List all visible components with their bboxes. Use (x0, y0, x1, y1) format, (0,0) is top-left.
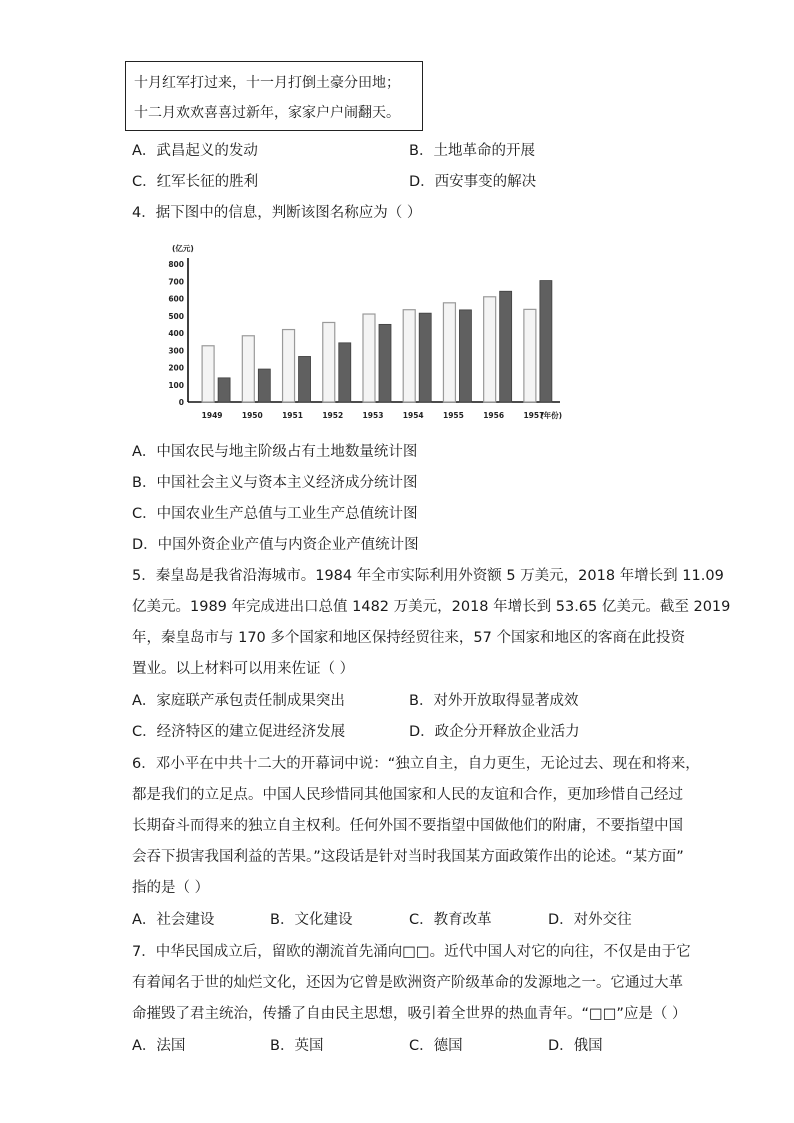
y-tick-label: 800 (168, 260, 184, 269)
x-tick-label: 1953 (362, 411, 384, 420)
y-tick-label: 0 (178, 398, 184, 407)
bar-dark (258, 369, 270, 402)
bar-dark (500, 291, 512, 402)
q6-line-3: 长期奋斗而得来的独立自主权利。任何外国不要指望中国做他们的附庸，不要指望中国 (132, 818, 683, 834)
x-tick-label: 1954 (402, 411, 424, 420)
q5-option-a[interactable]: A．家庭联产承包责任制成果突出 (132, 693, 345, 709)
bar-light (242, 336, 254, 402)
q7-option-b[interactable]: B．英国 (270, 1038, 324, 1054)
q7-option-d[interactable]: D．俄国 (548, 1038, 603, 1054)
q6-option-c[interactable]: C．教育改革 (409, 912, 492, 928)
q6-line-2: 都是我们的立足点。中国人民珍惜同其他国家和人民的友谊和合作，更加珍惜自己经过 (132, 787, 683, 803)
q5-option-b[interactable]: B．对外开放取得显著成效 (409, 693, 579, 709)
bar-light (363, 314, 375, 402)
y-tick-label: 200 (168, 363, 184, 373)
q4-option-d[interactable]: D．中国外资企业产值与内资企业产值统计图 (132, 537, 419, 553)
bar-light (202, 346, 214, 402)
bar-dark (419, 313, 431, 402)
x-tick-label: 1950 (241, 411, 263, 420)
q6-line-1: 6．邓小平在中共十二大的开幕词中说：“独立自主，自力更生，无论过去、现在和将来， (132, 756, 700, 772)
quote-box (125, 61, 423, 131)
q6-option-b[interactable]: B．文化建设 (270, 912, 353, 928)
x-tick-label: 1949 (201, 411, 223, 420)
bar-dark (459, 310, 471, 402)
bar-light (524, 309, 536, 402)
y-tick-label: 700 (168, 277, 184, 287)
bar-light (403, 310, 415, 402)
x-tick-label: 1952 (322, 411, 344, 420)
bar-dark (299, 356, 311, 402)
q3-option-d[interactable]: D．西安事变的解决 (409, 174, 537, 190)
q5-option-d[interactable]: D．政企分开释放企业活力 (409, 724, 580, 740)
q3-option-b[interactable]: B．土地革命的开展 (409, 143, 535, 159)
q4-stem: 4．据下图中的信息，判断该图名称应为（ ） (132, 205, 422, 221)
q5-line-2: 亿美元。1989 年完成进出口总值 1482 万美元，2018 年增长到 53.65 亿美元。截至 2019 (132, 599, 731, 615)
quote-line-1: 十月红军打过来，十一月打倒土豪分田地； (134, 75, 400, 91)
bar-chart-svg (168, 240, 578, 425)
x-tick-label: 1956 (483, 411, 505, 420)
y-tick-label: 500 (168, 311, 184, 321)
bar-dark (218, 378, 230, 402)
y-tick-label: 400 (168, 329, 184, 338)
bar-dark (339, 343, 351, 402)
bar-light (443, 303, 455, 402)
q7-line-1: 7．中华民国成立后，留欧的潮流首先涌向□□。近代中国人对它的向往，不仅是由于它 (132, 944, 691, 960)
bar-light (283, 330, 295, 402)
bar-light (323, 322, 335, 402)
bar-light (484, 297, 496, 402)
x-axis-unit-label: (年份) (540, 411, 562, 420)
quote-line-2: 十二月欢欢喜喜过新年，家家户户闹翻天。 (134, 105, 400, 121)
q5-option-c[interactable]: C．经济特区的建立促进经济发展 (132, 724, 346, 740)
bar-dark (540, 281, 552, 402)
q6-option-d[interactable]: D．对外交往 (548, 912, 632, 928)
x-tick-label: 1951 (282, 411, 303, 420)
q5-line-4: 置业。以上材料可以用来佐证（ ） (132, 661, 355, 677)
q3-option-a[interactable]: A．武昌起义的发动 (132, 143, 258, 159)
q7-line-2: 有着闻名于世的灿烂文化，还因为它曾是欧洲资产阶级革命的发源地之一。它通过大革 (132, 975, 683, 991)
q7-option-a[interactable]: A．法国 (132, 1038, 186, 1054)
y-tick-label: 100 (168, 380, 184, 390)
q6-line-5: 指的是（ ） (132, 880, 210, 896)
q4-option-b[interactable]: B．中国社会主义与资本主义经济成分统计图 (132, 475, 418, 491)
y-tick-label: 600 (168, 294, 184, 304)
bar-chart (168, 240, 578, 425)
q7-line-3: 命摧毁了君主统治，传播了自由民主思想，吸引着全世界的热血青年。“□□”应是（ ） (132, 1006, 687, 1022)
q5-line-1: 5．秦皇岛是我省沿海城市。1984 年全市实际利用外资额 5 万美元，2018 年增长到 11.09 (132, 568, 724, 584)
x-tick-label: 1957 (523, 411, 545, 420)
q6-option-a[interactable]: A．社会建设 (132, 912, 215, 928)
q4-option-a[interactable]: A．中国农民与地主阶级占有土地数量统计图 (132, 444, 418, 460)
y-tick-label: 300 (168, 346, 184, 356)
q7-option-c[interactable]: C．德国 (409, 1038, 463, 1054)
q6-line-4: 会吞下损害我国利益的苦果。”这段话是针对当时我国某方面政策作出的论述。“某方面” (132, 849, 684, 865)
q3-option-c[interactable]: C．红军长征的胜利 (132, 174, 259, 190)
x-tick-label: 1955 (442, 411, 464, 420)
bar-dark (379, 324, 391, 402)
y-axis-unit-label: (亿元) (172, 244, 194, 253)
q5-line-3: 年，秦皇岛市与 170 多个国家和地区保持经贸往来，57 个国家和地区的客商在此投资 (132, 630, 685, 646)
q4-option-c[interactable]: C．中国农业生产总值与工业生产总值统计图 (132, 506, 418, 522)
